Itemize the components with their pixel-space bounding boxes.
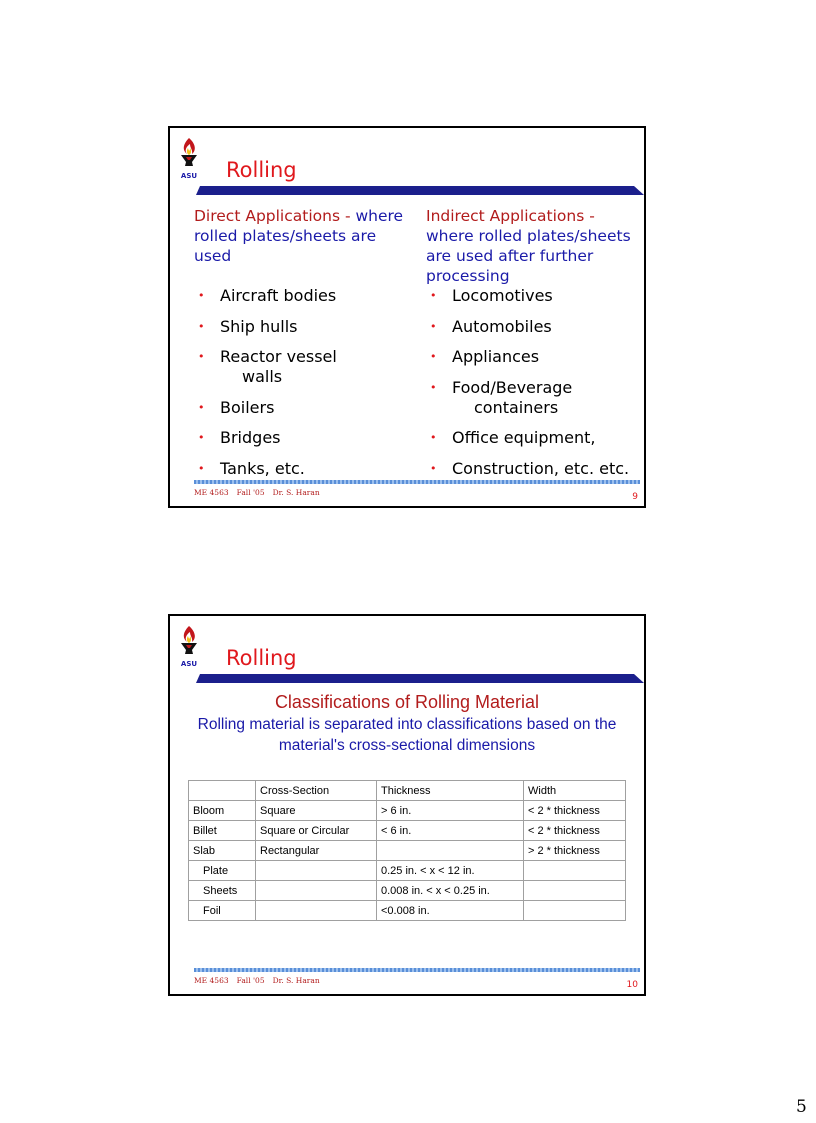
list-item: • Food/Beverage containers — [430, 377, 573, 417]
list-item: • Office equipment, — [430, 428, 596, 447]
bullet-icon: • — [430, 289, 437, 302]
column-heading — [426, 206, 640, 286]
bullet-icon: • — [430, 380, 437, 394]
slide-10 — [168, 614, 646, 996]
bullet-icon: • — [198, 350, 205, 363]
heading-highlight: Indirect Applications - — [426, 207, 595, 225]
bullet-icon: • — [430, 431, 437, 444]
table-row: Billet Square or Circular < 6 in. < 2 * thickness — [189, 821, 626, 841]
list-item: • Bridges — [198, 428, 281, 447]
table-row: Foil <0.008 in. — [189, 901, 626, 921]
classification-table — [188, 780, 626, 921]
table-header: Width — [524, 781, 626, 801]
section-description: Rolling material is separated into classifications based on the material's cross-sectional dimensions — [197, 716, 617, 754]
heading-text: where rolled plates/sheets are used after further processing — [426, 227, 631, 285]
heading-highlight: Direct Applications - — [194, 207, 351, 225]
slide-footer: ME 4563 Fall '05 Dr. S. Haran — [194, 976, 320, 985]
slide-number: 10 — [626, 980, 638, 990]
table-header: Thickness — [377, 781, 524, 801]
bullet-icon: • — [198, 319, 205, 333]
column-heading — [194, 206, 404, 286]
direct-applications-column — [194, 206, 404, 489]
bullet-icon: • — [198, 461, 205, 475]
bullet-icon: • — [198, 400, 205, 414]
table-header-row — [189, 781, 626, 801]
bullet-icon: • — [198, 431, 205, 444]
list-item: • Automobiles — [430, 316, 552, 336]
table-row: Bloom Square > 6 in. < 2 * thickness — [189, 801, 626, 821]
list-item: • Locomotives — [430, 286, 553, 305]
bullet-icon: • — [430, 461, 437, 475]
footer-rule — [194, 968, 640, 972]
list-item: • Boilers — [198, 397, 275, 417]
table-header — [189, 781, 256, 801]
torch-logo-icon — [178, 136, 200, 182]
list-item: • Aircraft bodies — [198, 286, 337, 305]
heading-text: where rolled plates/sheets are used — [194, 207, 404, 265]
table-row: Plate 0.25 in. < x < 12 in. — [189, 861, 626, 881]
bullet-icon: • — [430, 350, 437, 363]
slide-footer: ME 4563 Fall '05 Dr. S. Haran — [194, 488, 320, 497]
table-header: Cross-Section — [256, 781, 377, 801]
logo-text: ASU — [180, 172, 198, 180]
slide-number: 9 — [632, 492, 638, 502]
slide-title: Rolling — [226, 646, 297, 670]
footer-rule — [194, 480, 640, 484]
list-item: • Tanks, etc. — [198, 458, 305, 478]
table-row: Sheets 0.008 in. < x < 0.25 in. — [189, 881, 626, 901]
title-rule — [196, 186, 644, 196]
logo-text: ASU — [180, 660, 198, 668]
bullet-icon: • — [198, 289, 205, 302]
list-item: • Ship hulls — [198, 316, 298, 336]
section-subtitle: Classifications of Rolling Material — [274, 692, 540, 712]
table-row: Slab Rectangular > 2 * thickness — [189, 841, 626, 861]
torch-logo-icon — [178, 624, 200, 670]
title-rule — [196, 674, 644, 684]
list-item: • Appliances — [430, 347, 540, 366]
slide-9 — [168, 126, 646, 508]
list-item: • Construction, etc. etc. — [430, 458, 630, 478]
application-list — [194, 286, 404, 479]
slide-title: Rolling — [226, 158, 297, 182]
page-number: 5 — [796, 1097, 807, 1117]
indirect-applications-column — [426, 206, 640, 489]
bullet-icon: • — [430, 319, 437, 333]
application-list — [426, 286, 640, 479]
list-item: • Reactor vessel walls — [198, 347, 337, 386]
